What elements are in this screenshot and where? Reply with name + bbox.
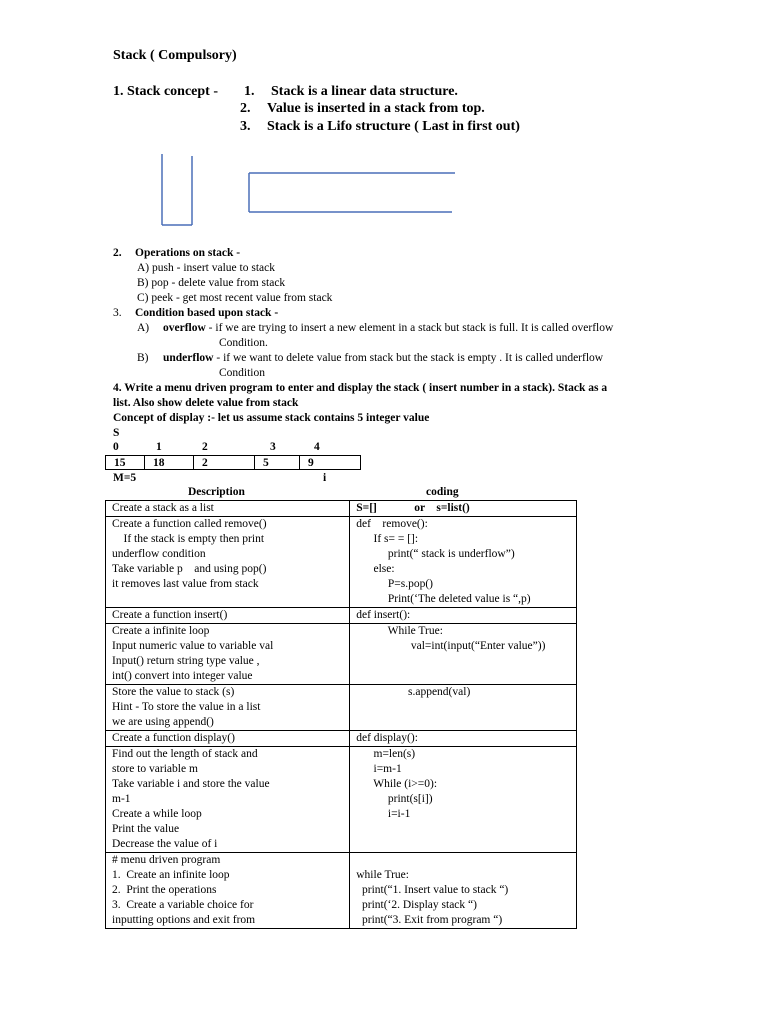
description-line: underflow condition — [112, 548, 206, 560]
description-line: inputting options and exit from — [112, 914, 256, 926]
code-line: def display(): — [356, 732, 418, 744]
description-line: Create a function called remove() — [112, 518, 267, 530]
concept-label: 1. Stack concept - — [113, 84, 218, 99]
stack-s-label: S — [113, 427, 120, 439]
table-row — [106, 624, 577, 685]
description-line: Create a function display() — [112, 732, 235, 744]
code-cell — [350, 853, 577, 929]
table-row — [106, 501, 577, 517]
code-cell — [350, 608, 577, 624]
code-line: print(s[i]) — [356, 793, 433, 805]
description-line: Take variable i and store the value — [112, 778, 270, 790]
description-line: m-1 — [112, 793, 131, 805]
stack-cell: 2 — [194, 456, 255, 470]
table-row — [106, 853, 577, 929]
index-3: 3 — [270, 441, 276, 453]
description-line: Create a stack as a list — [112, 502, 214, 514]
code-cell — [350, 747, 577, 853]
code-cell — [350, 731, 577, 747]
code-line: print(‘2. Display stack “) — [356, 899, 477, 911]
concept-point-3-num: 3. — [240, 119, 251, 134]
code-line: print(“1. Insert value to stack “) — [356, 884, 509, 896]
vertical-stack-drawing — [162, 154, 192, 225]
index-0: 0 — [113, 441, 119, 453]
code-line: P=s.pop() — [356, 578, 434, 590]
operations-heading: Operations on stack - — [135, 247, 241, 259]
condition-underflow-cont: Condition — [219, 367, 266, 379]
code-line: print(“ stack is underflow”) — [356, 548, 515, 560]
op-push: A) push - insert value to stack — [137, 262, 275, 274]
index-1: 1 — [156, 441, 162, 453]
description-line: we are using append() — [112, 716, 214, 728]
description-line: Create a function insert() — [112, 609, 228, 621]
description-cell — [106, 685, 350, 731]
col-coding-header: coding — [426, 486, 459, 498]
description-line: int() convert into integer value — [112, 670, 253, 682]
description-line: 1. Create an infinite loop — [112, 869, 230, 881]
description-line: 2. Print the operations — [112, 884, 217, 896]
description-line: Create a while loop — [112, 808, 202, 820]
code-cell — [350, 685, 577, 731]
description-cell — [106, 501, 350, 517]
code-line: i=m-1 — [356, 763, 402, 775]
stack-sketch — [0, 0, 768, 240]
description-cell — [106, 624, 350, 685]
code-line: while True: — [356, 869, 409, 881]
code-table — [105, 500, 577, 929]
program-line-2: list. Also show delete value from stack — [113, 397, 299, 409]
description-line: Print the value — [112, 823, 180, 835]
code-line: print(“3. Exit from program “) — [356, 914, 503, 926]
code-line: If s= = []: — [356, 533, 419, 545]
code-line: While True: — [356, 625, 443, 637]
index-4: 4 — [314, 441, 320, 453]
description-line: Find out the length of stack and — [112, 748, 258, 760]
conditions-heading: Condition based upon stack - — [135, 307, 279, 319]
stack-cell: 5 — [255, 456, 300, 470]
condition-overflow: A) overflow - if we are trying to insert a new element in a stack but stack is full. It is called overflow — [137, 322, 614, 334]
description-cell — [106, 853, 350, 929]
program-line-3: Concept of display :- let us assume stack contains 5 integer value — [113, 412, 430, 424]
code-line: def insert(): — [356, 609, 411, 621]
table-row — [106, 517, 577, 608]
code-line: Print(‘The deleted value is “,p) — [356, 593, 531, 605]
horizontal-stack-drawing — [249, 173, 455, 212]
description-line: # menu driven program — [112, 854, 221, 866]
code-line — [356, 853, 570, 868]
condition-underflow: B) underflow - if we want to delete value from stack but the stack is empty . It is called underflow — [137, 352, 604, 364]
m-label: M=5 — [113, 472, 137, 484]
description-line: Create a infinite loop — [112, 625, 210, 637]
concept-point-2: Value is inserted in a stack from top. — [267, 101, 485, 116]
code-line: s.append(val) — [356, 686, 471, 698]
description-line: Hint - To store the value in a list — [112, 701, 261, 713]
op-peek: C) peek - get most recent value from stack — [137, 292, 333, 304]
concept-point-2-num: 2. — [240, 101, 251, 116]
code-line: i=i-1 — [356, 808, 411, 820]
code-cell — [350, 624, 577, 685]
table-row — [106, 685, 577, 731]
description-cell — [106, 608, 350, 624]
concept-point-3: Stack is a Lifo structure ( Last in first out) — [267, 119, 520, 134]
page-title: Stack ( Compulsory) — [113, 48, 237, 63]
description-line: store to variable m — [112, 763, 198, 775]
stack-cell: 9 — [300, 456, 361, 470]
op-pop: B) pop - delete value from stack — [137, 277, 286, 289]
description-line: Input numeric value to variable val — [112, 640, 274, 652]
i-label: i — [323, 472, 327, 484]
table-row — [106, 608, 577, 624]
operations-section: 2. Operations on stack - A) push - insert value to stack B) pop - delete value from stack C) peek - get most recent value from stack 3. Condition based upon stack - A) overflow - if we are trying to insert a new element in a stack but stack is full. It is called overflow Condition. B) underflow - if we want to delete value from stack but the stack is empty . It is called underflow Condition 4. Write a menu driven program to enter and display the stack ( insert number in a stack). Stack as a list. Also show delete value from stack Concept of display :- let us assume stack contains 5 integer value S — [113, 247, 614, 439]
table-row — [106, 731, 577, 747]
stack-array — [105, 455, 361, 470]
index-2: 2 — [202, 441, 208, 453]
description-cell — [106, 517, 350, 608]
code-line: val=int(input(“Enter value”)) — [356, 640, 546, 652]
description-cell — [106, 747, 350, 853]
code-line: m=len(s) — [356, 748, 416, 760]
condition-overflow-cont: Condition. — [219, 337, 268, 349]
code-line: While (i>=0): — [356, 778, 438, 790]
description-line: Take variable p and using pop() — [112, 563, 267, 575]
description-line: it removes last value from stack — [112, 578, 259, 590]
col-description-header: Description — [188, 486, 245, 498]
description-line: 3. Create a variable choice for — [112, 899, 254, 911]
program-line-1: 4. Write a menu driven program to enter and display the stack ( insert number in a stack). Stack as a — [113, 382, 608, 394]
stack-cell: 18 — [145, 456, 194, 470]
stack-cell: 15 — [106, 456, 145, 470]
code-line: else: — [356, 563, 395, 575]
code-cell — [350, 517, 577, 608]
concept-point-1: Stack is a linear data structure. — [271, 84, 458, 99]
concept-point-1-num: 1. — [244, 84, 255, 99]
code-line: def remove(): — [356, 518, 428, 530]
description-line: Store the value to stack (s) — [112, 686, 235, 698]
description-cell — [106, 731, 350, 747]
code-cell — [350, 501, 577, 517]
description-line: Input() return string type value , — [112, 655, 260, 667]
table-row — [106, 747, 577, 853]
code-line: S=[] or s=list() — [356, 502, 470, 514]
description-line: Decrease the value of i — [112, 838, 218, 850]
description-line: If the stack is empty then print — [112, 533, 265, 545]
